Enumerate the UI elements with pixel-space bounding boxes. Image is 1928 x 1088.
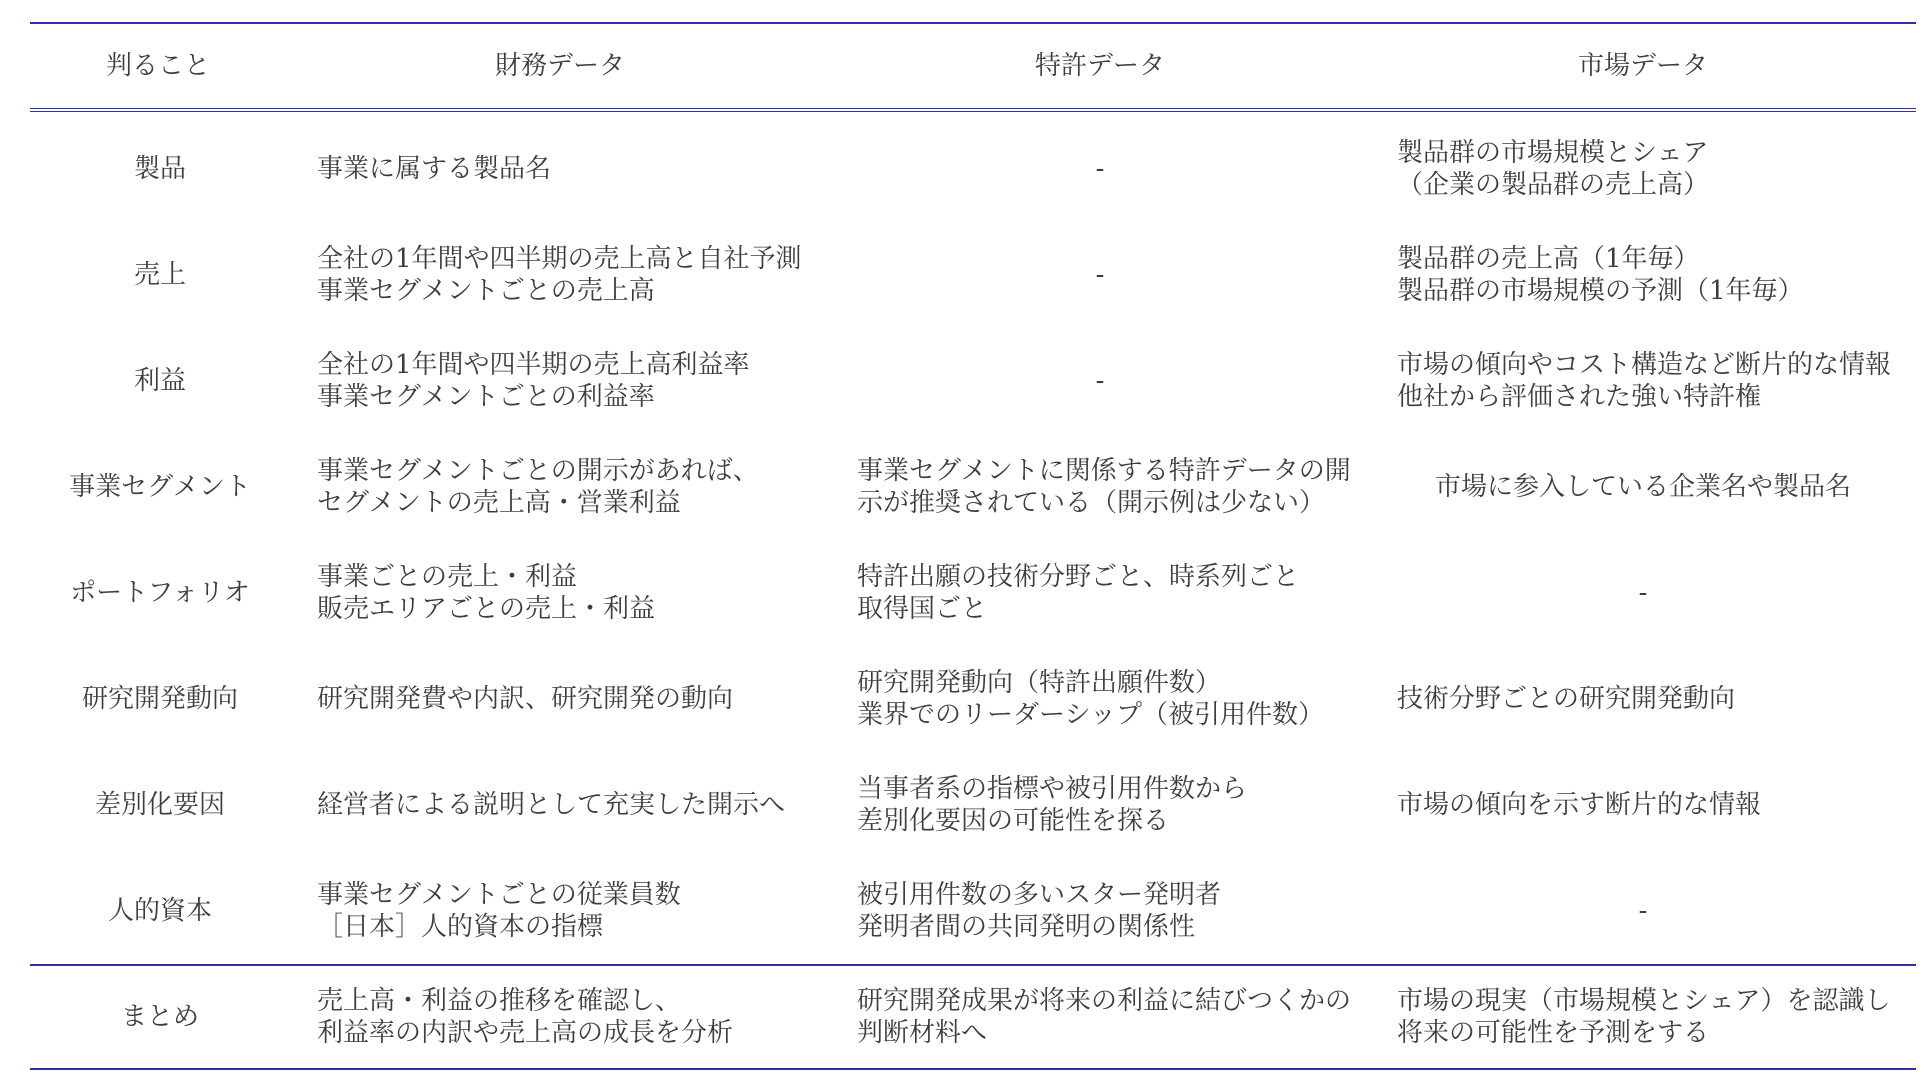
financial-cell: 事業ごとの売上・利益 販売エリアごとの売上・利益 (317, 562, 656, 624)
market-cell: 市場に参入している企業名や製品名 (1434, 472, 1851, 502)
financial-cell: 事業セグメントごとの従業員数 ［日本］人的資本の指標 (317, 880, 681, 942)
table-row (30, 222, 1916, 328)
table-header-row (30, 24, 1916, 112)
financial-cell: 経営者による説明として充実した開示へ (317, 790, 786, 820)
patent-cell: - (1095, 366, 1105, 396)
market-cell: - (1638, 578, 1648, 608)
header-financial-data: 財務データ (494, 51, 625, 81)
summary-row (30, 964, 1916, 1070)
patent-cell: 特許出願の技術分野ごと、時系列ごと 取得国ごと (857, 562, 1300, 624)
summary-market-cell: 市場の現実（市場規模とシェア）を認識し 将来の可能性を予測をする (1397, 986, 1891, 1048)
market-cell: 製品群の売上高（1年毎） 製品群の市場規模の予測（1年毎） (1397, 244, 1804, 306)
row-label: 利益 (133, 366, 186, 396)
market-cell: 市場の傾向を示す断片的な情報 (1397, 790, 1762, 820)
header-market-data: 市場データ (1577, 51, 1708, 81)
table-row (30, 540, 1916, 646)
row-label: 製品 (133, 154, 186, 184)
row-label: 人的資本 (107, 896, 212, 926)
table-row (30, 434, 1916, 540)
summary-financial-cell: 売上高・利益の推移を確認し、 利益率の内訳や売上高の成長を分析 (317, 986, 734, 1048)
header-understanding: 判ること (105, 51, 210, 81)
table-row (30, 858, 1916, 964)
patent-cell: - (1095, 154, 1105, 184)
comparison-table (30, 22, 1916, 1070)
row-label: ポートフォリオ (70, 578, 250, 608)
market-cell: - (1638, 896, 1648, 926)
market-cell: 製品群の市場規模とシェア （企業の製品群の売上高） (1397, 138, 1710, 200)
market-cell: 市場の傾向やコスト構造など断片的な情報 他社から評価された強い特許権 (1397, 350, 1892, 412)
table-row (30, 116, 1916, 222)
summary-label: まとめ (120, 1002, 199, 1032)
financial-cell: 研究開発費や内訳、研究開発の動向 (317, 684, 734, 714)
patent-cell: 当事者系の指標や被引用件数から 差別化要因の可能性を探る (857, 774, 1248, 836)
row-label: 売上 (133, 260, 186, 290)
financial-cell: 全社の1年間や四半期の売上高利益率 事業セグメントごとの利益率 (317, 350, 750, 412)
table-row (30, 328, 1916, 434)
patent-cell: 被引用件数の多いスター発明者 発明者間の共同発明の関係性 (857, 880, 1222, 942)
header-patent-data: 特許データ (1034, 51, 1165, 81)
financial-cell: 事業に属する製品名 (317, 154, 552, 184)
table-row (30, 752, 1916, 858)
market-cell: 技術分野ごとの研究開発動向 (1397, 684, 1736, 714)
row-label: 研究開発動向 (81, 684, 238, 714)
row-label: 事業セグメント (69, 472, 251, 502)
table-row (30, 646, 1916, 752)
financial-cell: 事業セグメントごとの開示があれば、 セグメントの売上高・営業利益 (317, 456, 759, 518)
summary-patent-cell: 研究開発成果が将来の利益に結びつくかの 判断材料へ (857, 986, 1352, 1048)
row-label: 差別化要因 (94, 790, 225, 820)
patent-cell: 研究開発動向（特許出願件数） 業界でのリーダーシップ（被引用件数） (857, 668, 1324, 730)
patent-cell: 事業セグメントに関係する特許データの開 示が推奨されている（開示例は少ない） (857, 456, 1351, 518)
financial-cell: 全社の1年間や四半期の売上高と自社予測 事業セグメントごとの売上高 (317, 244, 802, 306)
patent-cell: - (1095, 260, 1105, 290)
table-body (30, 112, 1916, 964)
